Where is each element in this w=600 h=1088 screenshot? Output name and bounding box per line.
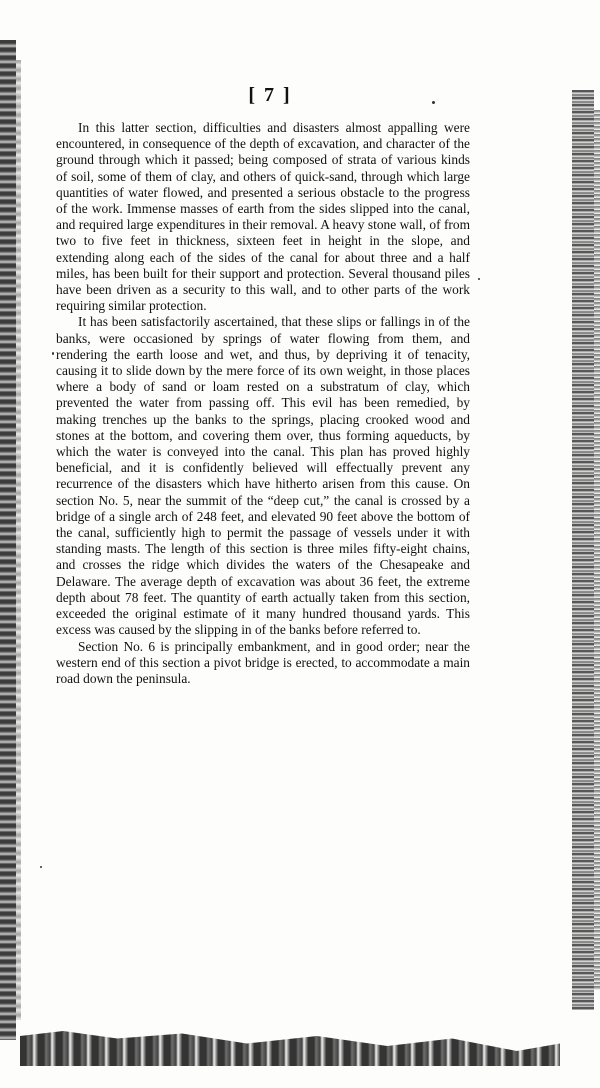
- left-binding-edge: [0, 40, 16, 1040]
- paragraph-2: It has been satisfactorily ascertained, that these slips or fallings in of the banks, were occasioned by springs of water flowing from them, and rendering the earth loose and wet, and thus, by depriving it of tenacity, causing it to slide down by the mere force of its own weight, in those places where a body of sand or loam rested on a substratum of clay, which prevented the water from passing off. This evil has been remedied, by making trenches up the banks to the springs, placing crooked wood and stones at the bottom, and covering them over, thus forming aqueducts, by which the water is conveyed into the canal. This plan has proved highly beneficial, and it is confidently believed will effectually prevent any recurrence of the disasters which have hitherto arisen from this cause. On section No. 5, near the summit of the “deep cut,” the canal is crossed by a bridge of a single arch of 248 feet, and elevated 90 feet above the bottom of the canal, sufficiently high to permit the passage of vessels under it with standing masts. The length of this section is three miles fifty-eight chains, and crosses the ridge which divides the waters of the Chesapeake and Delaware. The average depth of excavation was about 36 feet, the extreme depth about 78 feet. The quantity of earth actually taken from this section, exceeded the original estimate of it many hundred thousand yards. This excess was caused by the slipping in of the banks before referred to.: [56, 314, 470, 638]
- paragraph-3: Section No. 6 is principally embankment, and in good order; near the western end of this section a pivot bridge is erected, to accommodate a main road down the peninsula.: [56, 638, 470, 686]
- left-binding-shadow: [16, 60, 21, 1020]
- ink-speck: [40, 866, 42, 868]
- page-number: [ 7 ]: [248, 84, 292, 106]
- paragraph-1: In this latter section, difficulties and disasters almost appalling were encountered, in consequence of the depth of excavation, and character of the ground through which it passed; being composed of strata of various kinds of soil, some of them of clay, and others of quick-sand, through which large quantities of water flowed, and presented a serious obstacle to the progress of the work. Immense masses of earth from the sides slipped into the canal, and required large expenditures in their removal. A heavy stone wall, of from two to five feet in thickness, sixteen feet in height in the slope, and extending along each of the sides of the canal for about three and a half miles, has been built for their support and protection. Several thousand piles have been driven as a security to this wall, and to other parts of the work requiring similar protection.: [56, 120, 470, 314]
- right-page-edge-outer: [594, 110, 600, 990]
- bottom-page-edge: [20, 1016, 560, 1066]
- right-page-edges: [572, 90, 594, 1010]
- ink-speck: [52, 352, 54, 355]
- ink-speck: [478, 278, 480, 280]
- body-text: [56, 120, 470, 687]
